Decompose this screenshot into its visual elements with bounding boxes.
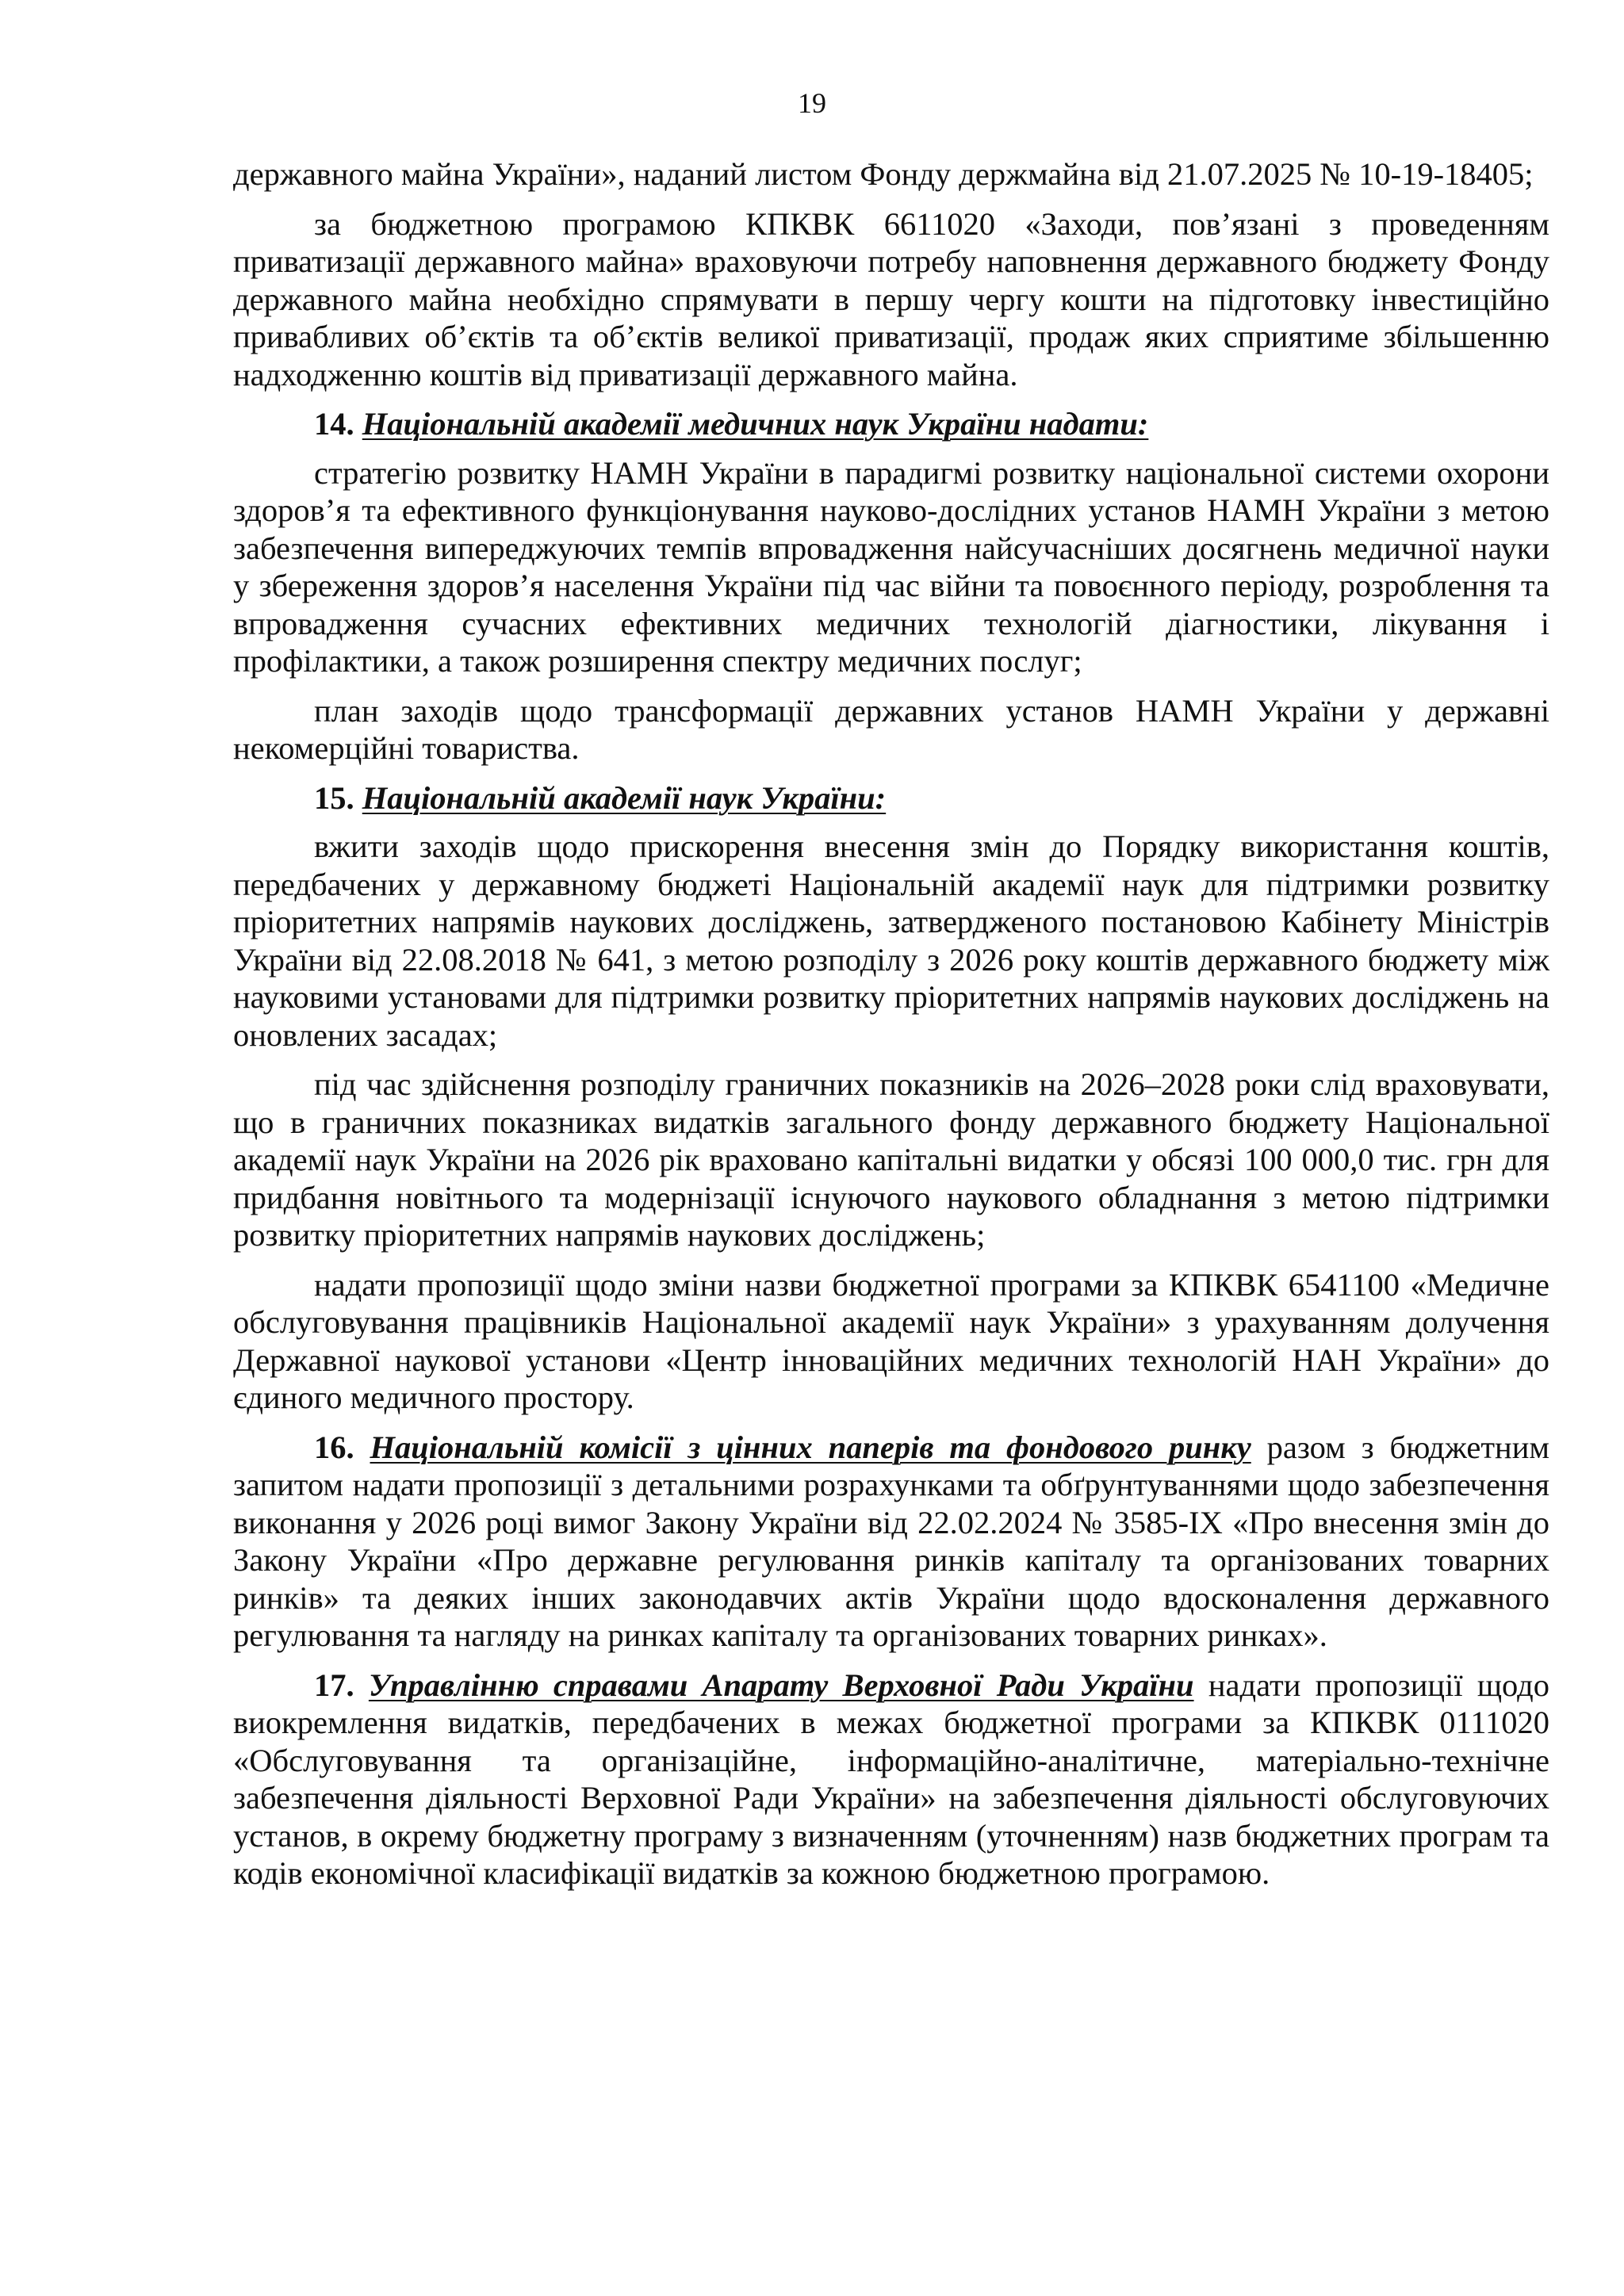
section-14-heading xyxy=(233,405,1549,443)
section-16-title: Національній комісії з цінних паперів та фондового ринку xyxy=(370,1429,1251,1465)
section-17-number: 17. xyxy=(314,1667,354,1703)
paragraph-privatization-program: за бюджетною програмою КПКВК 6611020 «Заходи, пов’язані з проведенням приватизації державного майна» враховуючи потребу наповнення державного бюджету Фонду державного майна необхідно спрямувати в першу чергу кошти на підготовку інвестиційно привабливих об’єктів та об’єктів великої приватизації, продаж яких сприятиме збільшенню надходженню коштів від приватизації державного майна. xyxy=(233,205,1549,392)
section-15-title: Національній академії наук України: xyxy=(362,779,887,816)
paragraph-nasu-procedure: вжити заходів щодо прискорення внесення змін до Порядку використання коштів, передбачених у державному бюджеті Національній академії наук для підтримки розвитку пріоритетних напрямів наукових досліджень, затвердженого постановою Кабінету Міністрів України від 22.08.2018 № 641, з метою розподілу з 2026 року коштів державного бюджету між науковими установами для підтримки розвитку пріоритетних напрямів наукових досліджень на оновлених засадах; xyxy=(233,828,1549,1053)
page-number: 19 xyxy=(798,87,826,119)
paragraph-namn-strategy: стратегію розвитку НАМН України в парадигмі розвитку національної системи охорони здоров’я та ефективного функціонування науково-дослідних установ НАМН України з метою забезпечення випереджуючих темпів впровадження найсучасніших досягнень медичної науки у збереження здоров’я населення України під час війни та повоєнного періоду, розроблення та впровадження сучасних ефективних медичних технологій діагностики, лікування і профілактики, а також розширення спектру медичних послуг; xyxy=(233,454,1549,679)
section-15-number: 15. xyxy=(314,779,354,816)
section-16-text: разом з бюджетним запитом надати пропозиції з детальними розрахунками та обґрунтуваннями щодо забезпечення виконання у 2026 році вимог Закону України від 22.02.2024 № 3585-IX «Про внесення змін до Закону України «Про державне регулювання ринків капіталу та організованих товарних ринків» та деяких інших законодавчих актів України щодо вдосконалення державного регулювання та нагляду на ринках капіталу та організованих товарних ринках». xyxy=(233,1429,1549,1653)
section-17-title: Управлінню справами Апарату Верховної Ради України xyxy=(368,1667,1194,1703)
section-16-number: 16. xyxy=(314,1429,354,1465)
section-14-title: Національній академії медичних наук України надати: xyxy=(362,406,1149,442)
section-14-number: 14. xyxy=(314,406,354,442)
document-body xyxy=(233,155,1549,1904)
paragraph-nasu-capital-expenses: під час здійснення розподілу граничних показників на 2026–2028 роки слід враховувати, що в граничних показниках видатків загального фонду державного бюджету Національної академії наук України на 2026 рік враховано капітальні видатки у обсязі 100 000,0 тис. грн для придбання новітнього та модернізації існуючого наукового обладнання з метою підтримки розвитку пріоритетних напрямів наукових досліджень; xyxy=(233,1066,1549,1253)
section-17-text: надати пропозиції щодо виокремлення видатків, передбачених в межах бюджетної програми за КПКВК 0111020 «Обслуговування та організаційне, інформаційно-аналітичне, матеріально-технічне забезпечення діяльності Верховної Ради України» на забезпечення діяльності обслуговуючих установ, в окрему бюджетну програму з визначенням (уточненням) назв бюджетних програм та кодів економічної класифікації видатків за кожною бюджетною програмою. xyxy=(233,1667,1549,1891)
section-17-paragraph xyxy=(233,1667,1549,1892)
section-15-heading xyxy=(233,779,1549,817)
section-16-paragraph xyxy=(233,1429,1549,1655)
paragraph-nasu-program-rename: надати пропозиції щодо зміни назви бюджетної програми за КПКВК 6541100 «Медичне обслуговування працівників Національної академії наук України» з урахуванням долучення Державної наукової установи «Центр інноваційних медичних технологій НАН України» до єдиного медичного простору. xyxy=(233,1266,1549,1415)
paragraph-continuation: державного майна України», наданий листом Фонду держмайна від 21.07.2025 № 10-19-18405; xyxy=(233,156,1534,192)
paragraph-namn-transformation: план заходів щодо трансформації державних установ НАМН України у державні некомерційні товариства. xyxy=(233,692,1549,766)
